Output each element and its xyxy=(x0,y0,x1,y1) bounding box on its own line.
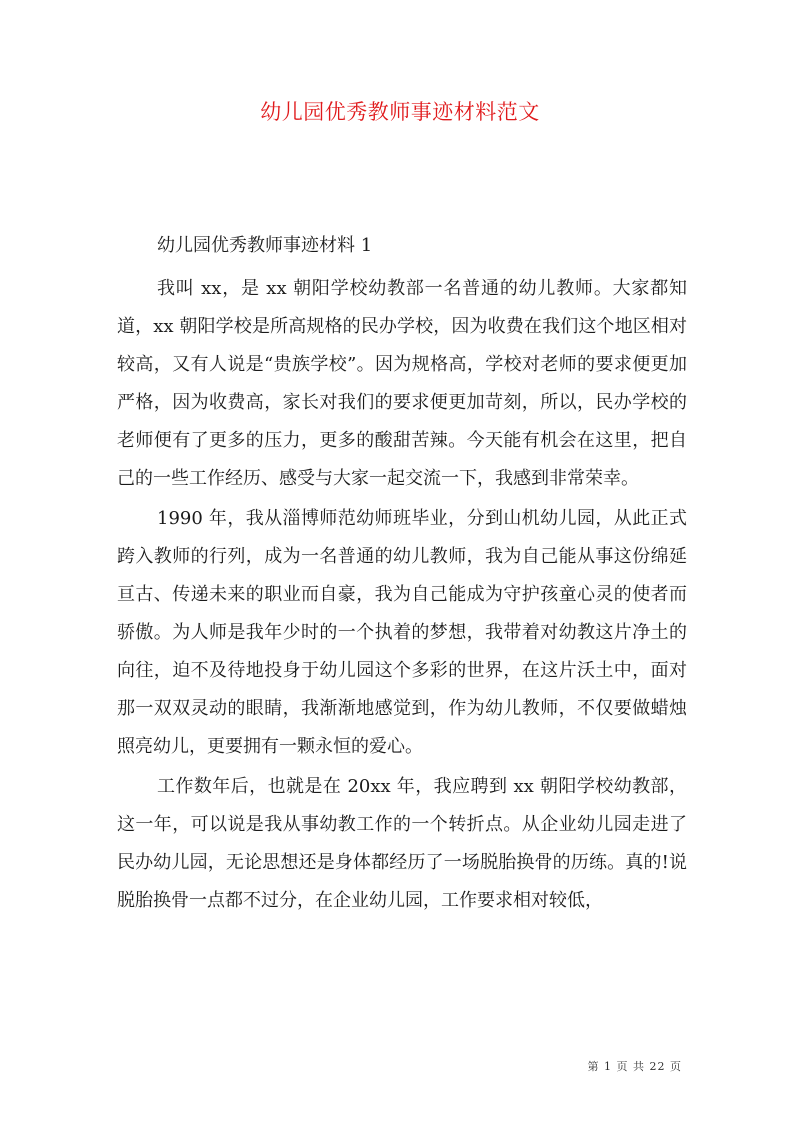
paragraph-3: 工作数年后，也就是在 20xx 年，我应聘到 xx 朝阳学校幼教部，这一年，可以说是我从事幼教工作的一个转折点。从企业幼儿园走进了民办幼儿园，无论思想还是身体都经历了一场脱胎换骨的历练。真的!说脱胎换骨一点都不过分，在企业幼儿园，工作要求相对较低， xyxy=(117,776,687,911)
paragraph-2: 1990 年，我从淄博师范幼师班毕业，分到山机幼儿园，从此正式跨入教师的行列，成为一名普通的幼儿教师，我为自己能从事这份绵延亘古、传递未来的职业而自豪，我为自己能成为守护孩童心灵的使者而骄傲。为人师是我年少时的一个执着的梦想，我带着对幼教这片净土的向往，迫不及待地投身于幼儿园这个多彩的世界，在这片沃土中，面对那一双双灵动的眼睛，我渐渐地感觉到，作为幼儿教师，不仅要做蜡烛照亮幼儿，更要拥有一颗永恒的爱心。 xyxy=(117,508,687,757)
document-body xyxy=(117,228,687,922)
section-heading: 幼儿园优秀教师事迹材料 1 xyxy=(157,235,373,256)
page-number-footer: 第 1 页 共 22 页 xyxy=(587,1060,682,1073)
paragraph-1: 我叫 xx，是 xx 朝阳学校幼教部一名普通的幼儿教师。大家都知道，xx 朝阳学校是所高规格的民办学校，因为收费在我们这个地区相对较高，又有人说是“贵族学校”。因为规格高，学校对老师的要求便更加严格，因为收费高，家长对我们的要求便更加苛刻，所以，民办学校的老师便有了更多的压力，更多的酸甜苦辣。今天能有机会在这里，把自己的一些工作经历、感受与大家一起交流一下，我感到非常荣幸。 xyxy=(117,278,687,489)
document-title: 幼儿园优秀教师事迹材料范文 xyxy=(260,100,540,124)
